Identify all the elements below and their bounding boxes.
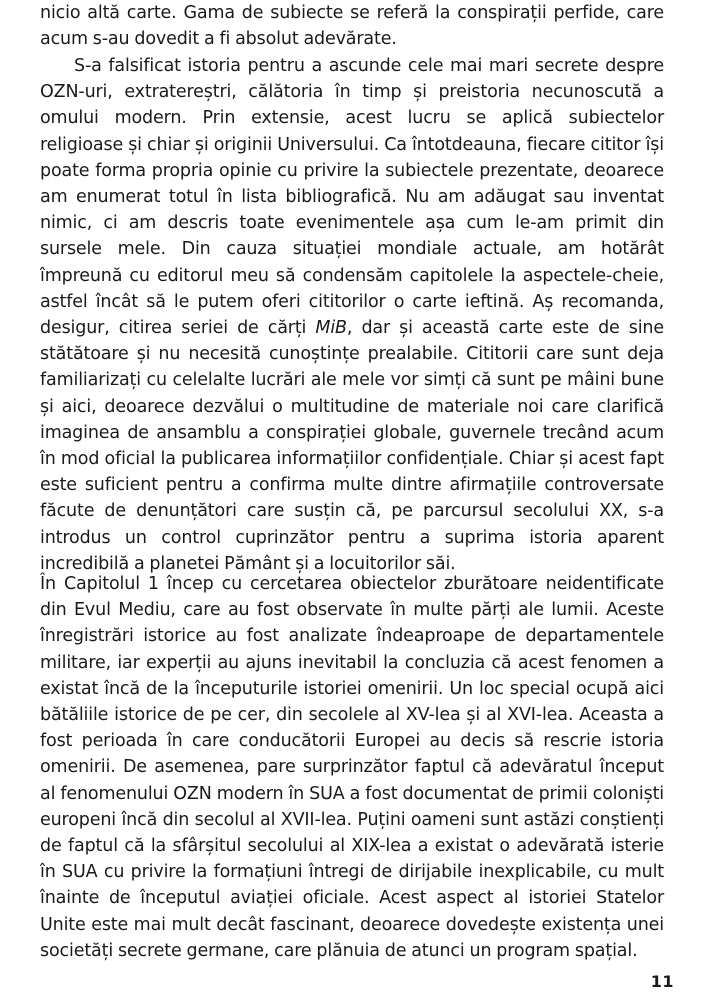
paragraph-text-part: S-a falsificat istoria pentru a ascunde cele mai mari secrete despre OZN-uri, extratereștri, călătoria în timp și preistoria necunoscută a omului modern. Prin extensie, acest lucru se aplică subiectelor religioase și chiar și originii Universului. Ca întotdeauna, fiecare cititor își poate forma propria opinie cu privire la subiectele prezentate, deoarece am enumerat totul în lista bibliografică. Nu am adăugat sau inventat nimic, ci am descris toate evenimentele așa cum le-am primit din sursele mele. Din cauza situației mondiale actuale, am hotărât împreună cu editorul meu să condensăm capitolele la aspectele-cheie, astfel încât să le putem oferi cititorilor o carte ieftină. Aș recomanda, desigur, citirea seriei de cărți <box>40 56 664 339</box>
paragraph-text: nicio altă carte. Gama de subiecte se referă la conspirații perfide, care acum s-au dovedit a fi absolut adevărate. <box>40 3 664 50</box>
paragraph-text <box>40 53 664 577</box>
paragraph-chapter-one <box>40 571 664 964</box>
page-number: 11 <box>650 972 674 991</box>
paragraph-text-part: , dar și această carte este de sine stătătoare și nu necesită cunoștințe prealabile. Cititorii care sunt deja familiarizați cu celelalte lucrări ale mele vor simți că sunt pe mâini bune și aici, deoarece dezvălui o multitudine de materiale noi care clarifică imaginea de ansamblu a conspirației globale, guvernele trecând acum în mod oficial la publicarea informațiilor confidențiale. Chiar și acest fapt este suficient pentru a confirma multe dintre afirmațiile controversate făcute de denunțători care susțin că, pe parcursul secolului XX, s-a introdus un control cuprinzător pentru a suprima istoria aparent incredibilă a planetei Pământ și a locuitorilor săi. <box>40 318 664 574</box>
paragraph-continuation <box>40 0 664 52</box>
book-series-title: MiB <box>315 318 347 339</box>
paragraph-text: În Capitolul 1 încep cu cercetarea obiectelor zburătoare neidentificate din Evul Mediu, care au fost observate în multe părți ale lumii. Aceste înregistrări istorice au fost analizate îndeaproape de departamentele militare, iar experții au ajuns inevitabil la concluzia că acest fenomen a existat încă de la începuturile istoriei omenirii. Un loc special ocupă aici bătăliile istorice de pe cer, din secolele al XV-lea și al XVI-lea. Aceasta a fost perioada în care conducătorii Europei au decis să rescrie istoria omenirii. De asemenea, pare surprinzător faptul că adevăratul început al fenomenului OZN modern în SUA a fost documentat de primii coloniști europeni încă din secolul al XVII-lea. Puțini oameni sunt astăzi conștienți de faptul că la sfârșitul secolului al XIX-lea a existat o adevărată isterie în SUA cu privire la formațiuni întregi de dirijabile inexplicabile, cu mult înainte de începutul aviației oficiale. Acest aspect al istoriei Statelor Unite este mai mult decât fascinant, deoarece dovedește existența unei societăți secrete germane, care plănuia de atunci un program spațial. <box>40 574 664 961</box>
paragraph-falsified-history <box>40 53 664 577</box>
